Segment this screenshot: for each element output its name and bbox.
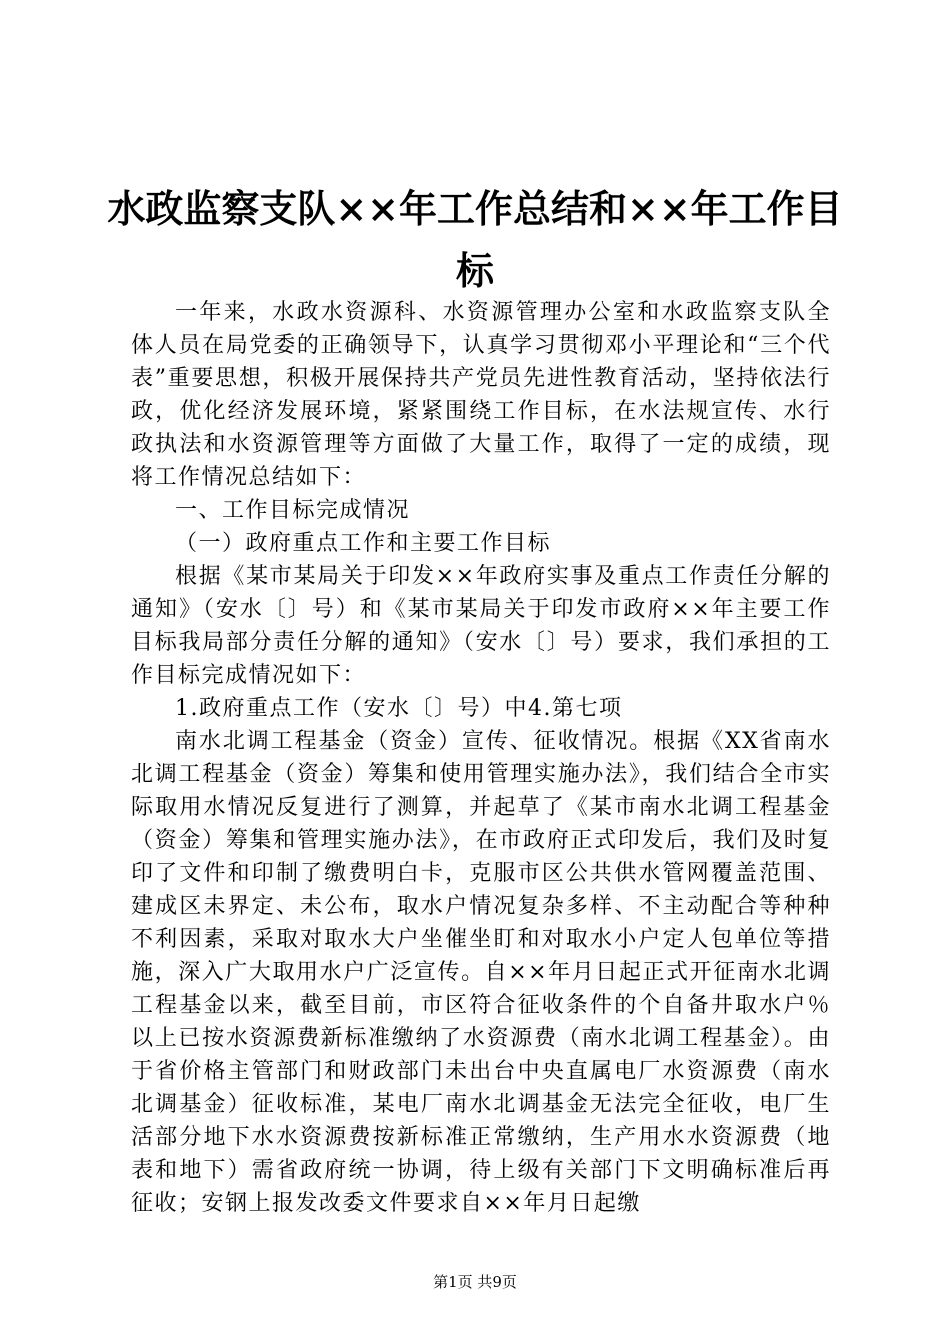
item-heading-1: 1.政府重点工作（安水〔〕号）中4.第七项 — [175, 696, 623, 721]
subsection-heading-1: （一）政府重点工作和主要工作目标 — [175, 531, 552, 556]
page-footer: 第1页 共9页 — [433, 1273, 517, 1291]
paragraph-intro: 一年来，水政水资源科、水资源管理办公室和水政监察支队全体人员在局党委的正确领导下，认真学习贯彻邓小平理论和“三个代表”重要思想，积极开展保持共产党员先进性教育活动，坚持依法行政，优化经济发展环境，紧紧围绕工作目标，在水法规宣传、水行政执法和水资源管理等方面做了大量工作，取得了一定的成绩，现将工作情况总结如下： — [131, 300, 831, 490]
paragraph-south-north-water: 南水北调工程基金（资金）宣传、征收情况。根据《XX省南水北调工程基金（资金）筹集和使用管理实施办法》，我们结合全市实际取用水情况反复进行了测算，并起草了《某市南水北调工程基金（资金）筹集和管理实施办法》，在市政府正式印发后，我们及时复印了文件和印制了缴费明白卡，克服市区公共供水管网覆盖范围、建成区未界定、未公布，取水户情况复杂多样、不主动配合等种种不利因素，采取对取水大户坐催坐盯和对取水小户定人包单位等措施，深入广大取用水户广泛宣传。自××年月日起正式开征南水北调工程基金以来，截至目前，市区符合征收条件的个自备井取水户％以上已按水资源费新标准缴纳了水资源费（南水北调工程基金）。由于省价格主管部门和财政部门未出台中央直属电厂水资源费（南水北调基金）征收标准，某电厂南水北调基金无法完全征收，电厂生活部分地下水水资源费按新标准正常缴纳，生产用水水资源费（地表和地下）需省政府统一协调，待上级有关部门下文明确标准后再征收；安钢上报发改委文件要求自××年月日起缴 — [131, 729, 831, 1216]
section-heading-1: 一、工作目标完成情况 — [175, 498, 411, 523]
paragraph-basis: 根据《某市某局关于印发××年政府实事及重点工作责任分解的通知》（安水〔〕号）和《某市某局关于印发市政府××年主要工作目标我局部分责任分解的通知》（安水〔〕号）要求，我们承担的工作目标完成情况如下： — [131, 564, 831, 688]
document-title: 水政监察支队××年工作总结和××年工作目标 — [107, 186, 843, 293]
document-body — [131, 296, 831, 1220]
